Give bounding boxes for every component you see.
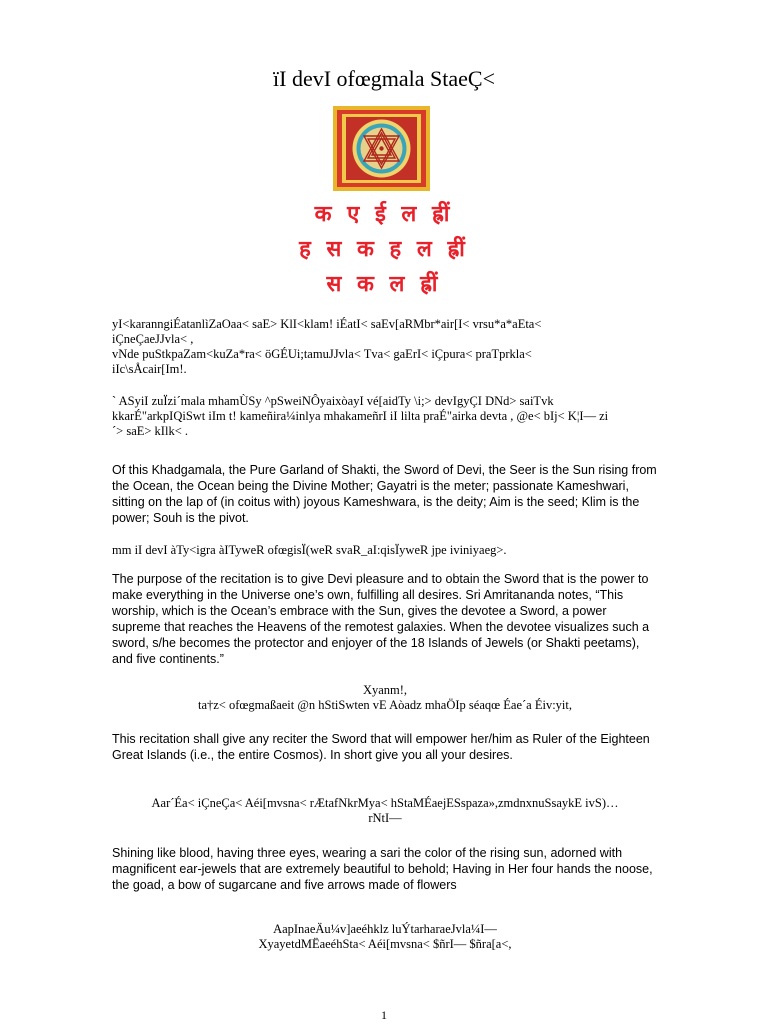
text-line: ´> saE> kIlk< . (112, 424, 188, 438)
mantra-line-2: ह स क ह ल ह्रीं (299, 237, 469, 262)
mantra-line-1: क ए ई ल ह्रीं (314, 202, 454, 227)
mantra-line-3: स क ल ह्रीं (326, 272, 442, 297)
sanskrit-paragraph-1 (112, 317, 658, 377)
sanskrit-paragraph-3: mm iI devI àTy<igra àITyweR ofœgisÏ(weR svaR_aI:qisÏyweR jpe iviniyaeg>. (112, 543, 507, 557)
sanskrit-paragraph-2 (112, 394, 658, 439)
text-line: Aar´Éa< iÇneÇa< Aéi[mvsna< rÆtafNkrMya< hStaMÉaejESspaza»,zmdnxnuSsaykE ivS)… (151, 796, 619, 810)
text-line: AapInaeÄu¼v]aeéhklz luÝtarharaeJvla¼I— (273, 922, 497, 936)
sanskrit-paragraph-4 (112, 683, 658, 713)
text-line: ta†z< ofœgmaßaeit @n hStiSwten vE Aòadz mhaÖIp séaqœ Éae´a Éiv:yit, (197, 698, 573, 712)
sri-yantra-icon (333, 106, 430, 191)
page-number: 1 (381, 1008, 387, 1022)
text-line: XyayetdMËaeéhSta< Aéi[mvsna< $ñrI— $ñra[a<, (258, 937, 512, 951)
english-paragraph-4: Shining like blood, having three eyes, wearing a sari the color of the rising sun, adorned with magnificent ear-jewels that are extremely beautiful to behold; Having in Her four hands the noose, the goad, a bow of sugarcane and five arrows made of flowers (112, 846, 653, 892)
sanskrit-paragraph-5 (112, 796, 658, 826)
sanskrit-paragraph-6 (112, 922, 658, 952)
page-title: ïI devI ofœgmala StaeÇ< (273, 66, 495, 91)
english-paragraph-3: This recitation shall give any reciter the Sword that will empower her/him as Ruler of the Eighteen Great Islands (i.e., the entire Cosmos). In short give you all your desires. (112, 732, 650, 762)
english-paragraph-1: Of this Khadgamala, the Pure Garland of Shakti, the Sword of Devi, the Seer is the Sun rising from the Ocean, the Ocean being the Divine Mother; Gayatri is the meter; passionate Kameshwari, sitting on the lap of (in coitus with) joyous Kameshwara, is the deity; Aim is the seed; Klim is the power; Souh is the pivot. (112, 463, 657, 525)
text-line: iIc\sÅcair[Im!. (112, 362, 187, 376)
text-line: kkarÉ"arkpIQiSwt iIm t! kameñira¼inlya mhakameñrI iI lilta praÉ"airka devta , @e< bIj< K¦I— zi (112, 409, 609, 423)
text-line: iÇneÇaeJJvla< , (112, 332, 194, 346)
text-line: vNde puStkpaZam<kuZa*ra< öGÉUi;tamuJJvla< Tva< gaErI< iÇpura< praTprkla< (112, 347, 532, 361)
sri-yantra-image (333, 106, 430, 191)
english-paragraph-2: The purpose of the recitation is to give Devi pleasure and to obtain the Sword that is the power to make everything in the Universe one’s own, fulfilling all desires. Sri Amritananda notes, “This worship, which is the Ocean’s embrace with the Sun, gives the devotee a Sword, a power supreme that reaches the Heavens of the remotest galaxies. When the devotee visualizes such a sword, s/he becomes the protector and enjoyer of the 18 Islands of Jewels (or Shakti peetams), and five continents.” (112, 572, 650, 666)
text-line: yI<karanngiÉatanlìZaOaa< saE> KlI<klam! iÉatI< saEv[aRMbr*air[I< vrsu*a*aEta< (112, 317, 542, 331)
text-line: rNtI— (368, 811, 402, 825)
text-line: ` ASyiI zuÏzi´mala mhamÙSy ^pSweiNÔyaixòayI vé[aidTy \i;> devIgyÇI DNd> saiTvk (112, 394, 554, 408)
text-line: Xyanm!, (362, 683, 408, 697)
